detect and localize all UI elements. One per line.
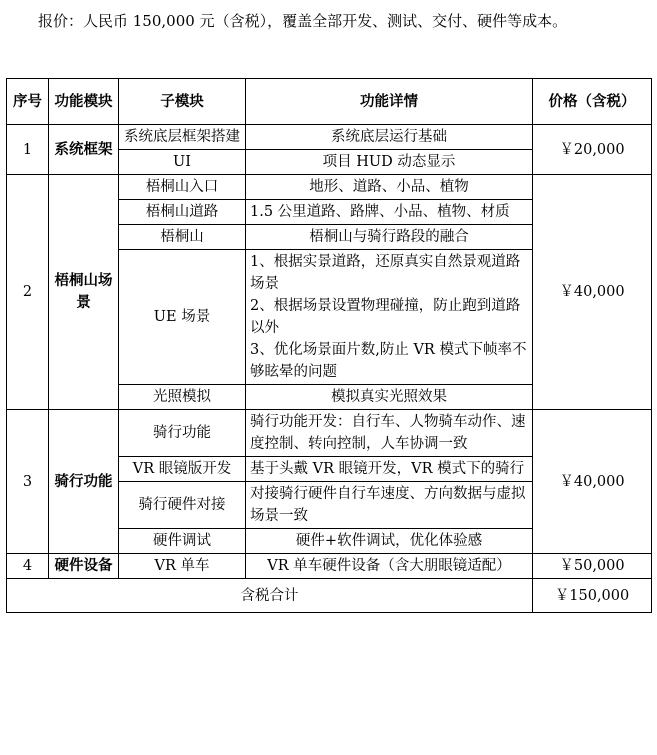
- header-index: 序号: [7, 79, 49, 125]
- submodule-name: VR 单车: [119, 554, 246, 579]
- row-index: 2: [7, 175, 49, 410]
- table-row: [7, 554, 652, 579]
- feature-detail: 1、根据实景道路，还原真实自然景观道路场景 2、根据场景设置物理碰撞，防止跑到道路以外 3、优化场景面片数,防止 VR 模式下帧率不够眩晕的问题: [246, 250, 533, 385]
- feature-detail: 模拟真实光照效果: [246, 385, 533, 410]
- table-row: [7, 125, 652, 150]
- total-label: 含税合计: [7, 579, 533, 613]
- submodule-name: UI: [119, 150, 246, 175]
- submodule-name: 系统底层框架搭建: [119, 125, 246, 150]
- feature-detail: 系统底层运行基础: [246, 125, 533, 150]
- header-module: 功能模块: [49, 79, 119, 125]
- table-row: [7, 410, 652, 457]
- feature-detail: 对接骑行硬件自行车速度、方向数据与虚拟场景一致: [246, 482, 533, 529]
- submodule-name: 硬件调试: [119, 529, 246, 554]
- header-submodule: 子模块: [119, 79, 246, 125]
- feature-detail: VR 单车硬件设备（含大朋眼镜适配）: [246, 554, 533, 579]
- submodule-name: VR 眼镜版开发: [119, 457, 246, 482]
- feature-detail: 1.5 公里道路、路牌、小品、植物、材质: [246, 200, 533, 225]
- price: ￥20,000: [533, 125, 652, 175]
- submodule-name: 梧桐山道路: [119, 200, 246, 225]
- module-name: 骑行功能: [49, 410, 119, 554]
- row-index: 3: [7, 410, 49, 554]
- module-name: 硬件设备: [49, 554, 119, 579]
- module-name: 系统框架: [49, 125, 119, 175]
- header-detail: 功能详情: [246, 79, 533, 125]
- table-header-row: [7, 79, 652, 125]
- quote-intro: 报价：人民币 150,000 元（含税），覆盖全部开发、测试、交付、硬件等成本。: [38, 12, 568, 30]
- submodule-name: UE 场景: [119, 250, 246, 385]
- table-body: [7, 125, 652, 613]
- price: ￥40,000: [533, 410, 652, 554]
- feature-detail: 硬件+软件调试，优化体验感: [246, 529, 533, 554]
- total-row: [7, 579, 652, 613]
- row-index: 4: [7, 554, 49, 579]
- quote-table: [6, 78, 652, 613]
- feature-detail: 梧桐山与骑行路段的融合: [246, 225, 533, 250]
- submodule-name: 梧桐山入口: [119, 175, 246, 200]
- price: ￥50,000: [533, 554, 652, 579]
- submodule-name: 骑行硬件对接: [119, 482, 246, 529]
- row-index: 1: [7, 125, 49, 175]
- feature-detail: 骑行功能开发：自行车、人物骑车动作、速度控制、转向控制，人车协调一致: [246, 410, 533, 457]
- table-row: [7, 175, 652, 200]
- submodule-name: 光照模拟: [119, 385, 246, 410]
- feature-detail: 项目 HUD 动态显示: [246, 150, 533, 175]
- feature-detail: 地形、道路、小品、植物: [246, 175, 533, 200]
- submodule-name: 梧桐山: [119, 225, 246, 250]
- module-name: 梧桐山场景: [49, 175, 119, 410]
- total-value: ￥150,000: [533, 579, 652, 613]
- header-price: 价格（含税）: [533, 79, 652, 125]
- feature-detail: 基于头戴 VR 眼镜开发，VR 模式下的骑行: [246, 457, 533, 482]
- submodule-name: 骑行功能: [119, 410, 246, 457]
- price: ￥40,000: [533, 175, 652, 410]
